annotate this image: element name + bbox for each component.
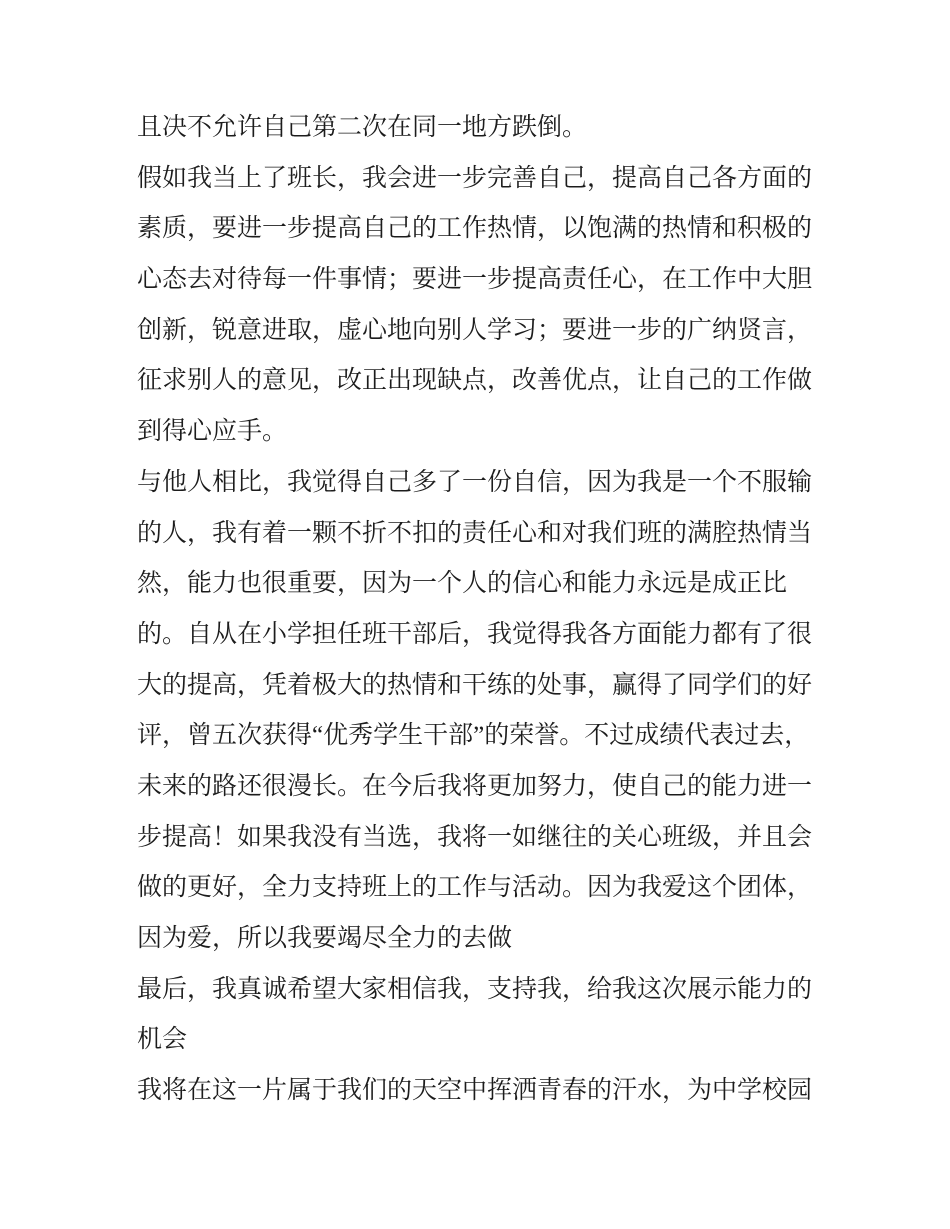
text-line: 最后，我真诚希望大家相信我，支持我，给我这次展示能力的 [137,975,813,1003]
text-line: 假如我当上了班长，我会进一步完善自己，提高自己各方面的 [137,164,813,192]
text-line: 征求别人的意见，改正出现缺点，改善优点，让自己的工作做 [137,367,813,395]
text-line: 机会 [137,1026,188,1054]
text-line: 我将在这一片属于我们的天空中挥洒青春的汗水，为中学校园 [137,1077,813,1105]
text-line: 素质，要进一步提高自己的工作热情，以饱满的热情和积极的 [137,215,813,243]
text-line: 因为爱，所以我要竭尽全力的去做 [137,925,513,952]
text-line: 步提高！如果我没有当选，我将一如继往的关心班级，并且会 [137,823,813,851]
text-line: 评，曾五次获得“优秀学生干部”的荣誉。不过成绩代表过去， [137,722,810,750]
text-line: 的人，我有着一颗不折不扣的责任心和对我们班的满腔热情当 [137,519,813,547]
text-line: 到得心应手。 [137,418,288,446]
text-line: 未来的路还很漫长。在今后我将更加努力，使自己的能力进一 [137,772,813,800]
paragraph [137,1066,830,1117]
text-line: 然，能力也很重要，因为一个人的信心和能力永远是成正比 [137,570,788,598]
paragraph [137,965,830,1066]
text-line: 与他人相比，我觉得自己多了一份自信，因为我是一个不服输 [137,468,813,496]
text-line: 且决不允许自己第二次在同一地方跌倒。 [137,114,588,141]
text-line: 创新，锐意进取，虚心地向别人学习；要进一步的广纳贤言， [137,316,813,344]
paragraph [137,458,830,965]
text-line: 做的更好，全力支持班上的工作与活动。因为我爱这个团体， [137,874,813,902]
paragraph [137,103,830,154]
text-line: 心态去对待每一件事情；要进一步提高责任心，在工作中大胆 [137,266,813,294]
text-line: 大的提高，凭着极大的热情和干练的处事，赢得了同学们的好 [137,671,813,699]
text-line: 的。自从在小学担任班干部后，我觉得我各方面能力都有了很 [137,620,813,648]
paragraph [137,154,830,458]
